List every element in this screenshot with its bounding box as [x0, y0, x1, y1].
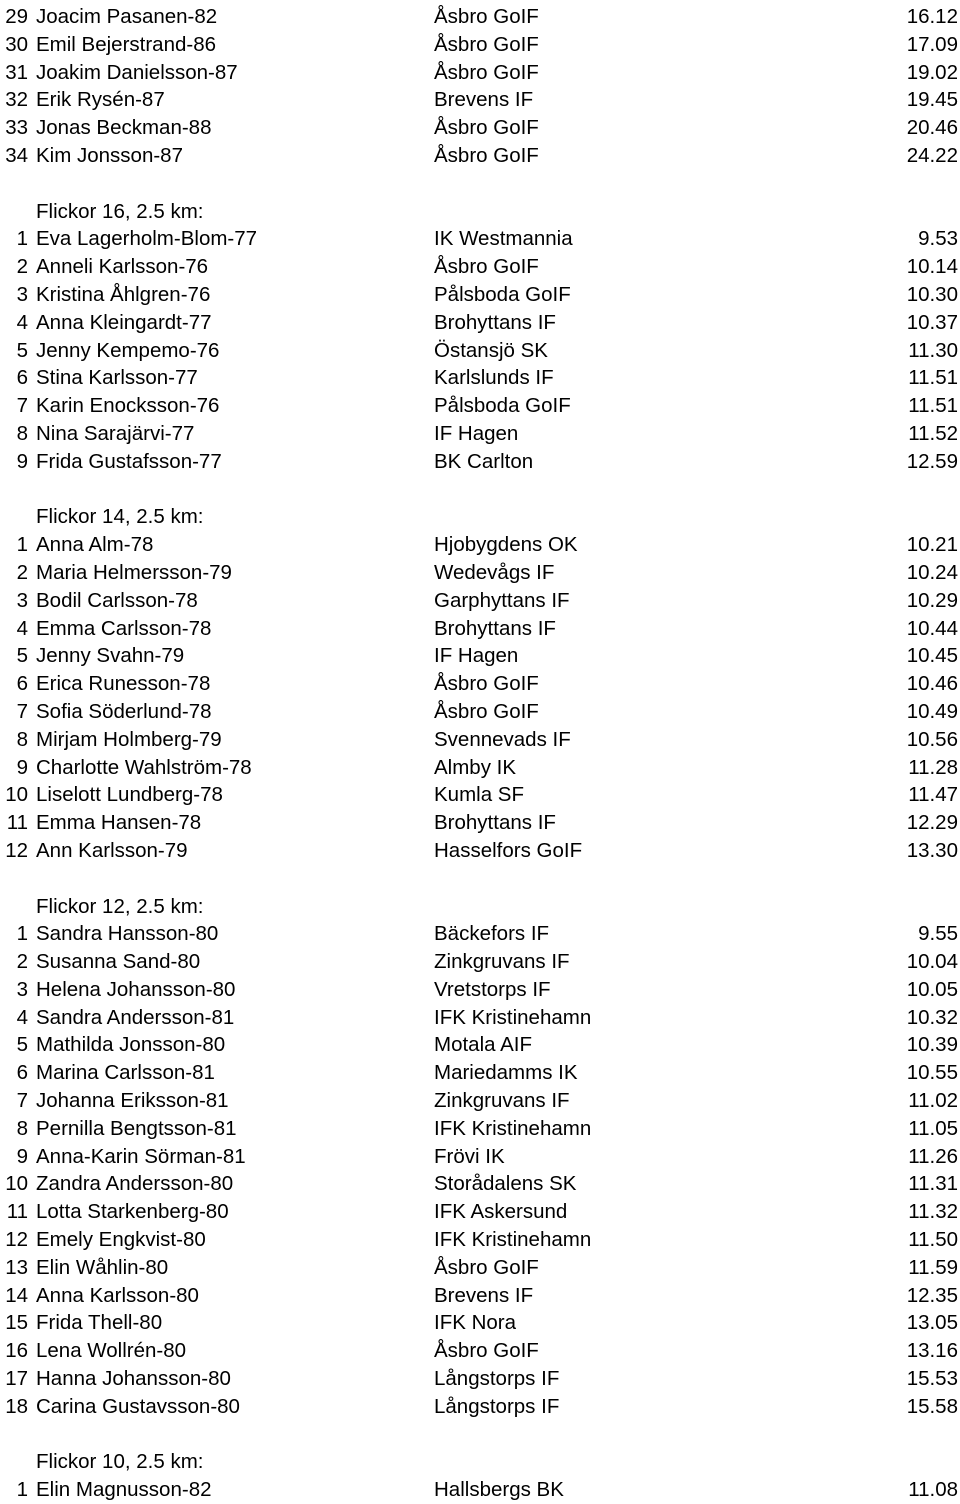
result-row	[0, 281, 960, 309]
result-row	[0, 615, 960, 643]
result-row	[0, 86, 960, 114]
club-name: Brevens IF	[434, 88, 534, 112]
result-row	[0, 448, 960, 476]
finish-time: 11.31	[908, 1172, 958, 1196]
finish-time: 11.32	[908, 1200, 958, 1224]
finish-time: 11.51	[908, 366, 958, 390]
club-name: BK Carlton	[434, 449, 534, 473]
runner-name: Lotta Starkenberg-80	[36, 1200, 229, 1224]
finish-time: 11.28	[908, 755, 958, 779]
result-row	[0, 1337, 960, 1365]
result-row	[0, 1282, 960, 1310]
result-row	[0, 1170, 960, 1198]
runner-name: Hanna Johansson-80	[36, 1367, 231, 1391]
finish-time: 11.26	[908, 1144, 958, 1168]
finish-time: 10.46	[906, 672, 958, 696]
class-heading	[0, 503, 960, 531]
finish-time: 15.53	[906, 1367, 958, 1391]
result-row	[0, 726, 960, 754]
club-name: Åsbro GoIF	[434, 672, 539, 696]
placing: 11	[6, 1200, 28, 1224]
finish-time: 10.49	[906, 699, 958, 723]
club-name: Brohyttans IF	[434, 811, 556, 835]
placing: 14	[5, 1283, 28, 1307]
finish-time: 13.05	[906, 1311, 958, 1335]
runner-name: Zandra Andersson-80	[36, 1172, 234, 1196]
placing: 13	[5, 1255, 28, 1279]
club-name: Åsbro GoIF	[434, 255, 539, 279]
runner-name: Sofia Söderlund-78	[36, 699, 212, 723]
runner-name: Anna Karlsson-80	[36, 1283, 199, 1307]
runner-name: Joakim Danielsson-87	[36, 60, 238, 84]
club-name: Åsbro GoIF	[434, 1255, 539, 1279]
runner-name: Nina Sarajärvi-77	[36, 421, 195, 445]
class-heading-text: Flickor 14, 2.5 km:	[36, 505, 204, 529]
result-row	[0, 337, 960, 365]
placing: 3	[16, 977, 28, 1001]
result-row	[0, 253, 960, 281]
finish-time: 10.30	[906, 282, 958, 306]
result-row	[0, 1365, 960, 1393]
finish-time: 9.55	[918, 922, 958, 946]
runner-name: Emely Engkvist-80	[36, 1228, 206, 1252]
placing: 29	[5, 5, 28, 28]
placing: 33	[5, 116, 28, 140]
club-name: IFK Kristinehamn	[434, 1116, 592, 1140]
runner-name: Anna Kleingardt-77	[36, 310, 212, 334]
result-row	[0, 698, 960, 726]
result-row	[0, 976, 960, 1004]
result-row	[0, 31, 960, 59]
runner-name: Erik Rysén-87	[36, 88, 165, 112]
runner-name: Frida Thell-80	[36, 1311, 163, 1335]
runner-name: Karin Enocksson-76	[36, 394, 220, 418]
result-row	[0, 225, 960, 253]
finish-time: 11.02	[908, 1089, 958, 1113]
club-name: Svennevads IF	[434, 727, 571, 751]
placing: 7	[16, 699, 28, 723]
result-row	[0, 309, 960, 337]
finish-time: 11.51	[908, 394, 958, 418]
runner-name: Marina Carlsson-81	[36, 1061, 215, 1085]
runner-name: Frida Gustafsson-77	[36, 449, 222, 473]
finish-time: 24.22	[906, 143, 958, 167]
placing: 10	[5, 1172, 28, 1196]
runner-name: Stina Karlsson-77	[36, 366, 198, 390]
result-row	[0, 3, 960, 31]
club-name: Åsbro GoIF	[434, 32, 539, 56]
placing: 5	[16, 1033, 28, 1057]
class-heading	[0, 893, 960, 921]
finish-time: 10.04	[906, 950, 958, 974]
finish-time: 10.56	[906, 727, 958, 751]
result-row	[0, 587, 960, 615]
finish-time: 20.46	[906, 116, 958, 140]
runner-name: Helena Johansson-80	[36, 977, 236, 1001]
runner-name: Johanna Eriksson-81	[36, 1089, 229, 1113]
club-name: Storådalens SK	[434, 1172, 577, 1196]
placing: 17	[5, 1367, 28, 1391]
finish-time: 19.45	[906, 88, 958, 112]
result-row	[0, 920, 960, 948]
placing: 15	[5, 1311, 28, 1335]
result-row	[0, 948, 960, 976]
club-name: Zinkgruvans IF	[434, 1089, 570, 1113]
club-name: Vretstorps IF	[434, 977, 551, 1001]
runner-name: Anneli Karlsson-76	[36, 255, 209, 279]
result-row	[0, 364, 960, 392]
placing: 8	[16, 727, 28, 751]
section-spacer	[0, 1421, 960, 1449]
club-name: Karlslunds IF	[434, 366, 554, 390]
finish-time: 10.39	[906, 1033, 958, 1057]
finish-time: 11.52	[908, 421, 958, 445]
result-row	[0, 59, 960, 87]
placing: 11	[6, 811, 28, 835]
club-name: Pålsboda GoIF	[434, 394, 571, 418]
result-row	[0, 1031, 960, 1059]
finish-time: 15.58	[906, 1394, 958, 1418]
placing: 4	[16, 616, 28, 640]
club-name: IF Hagen	[434, 421, 519, 445]
runner-name: Mirjam Holmberg-79	[36, 727, 222, 751]
finish-time: 10.45	[906, 644, 958, 668]
result-row	[0, 809, 960, 837]
result-row	[0, 1115, 960, 1143]
placing: 1	[16, 227, 28, 251]
placing: 10	[5, 783, 28, 807]
finish-time: 10.05	[906, 977, 958, 1001]
result-row	[0, 670, 960, 698]
finish-time: 11.30	[908, 338, 958, 362]
finish-time: 12.29	[906, 811, 958, 835]
club-name: IFK Kristinehamn	[434, 1005, 592, 1029]
runner-name: Emma Carlsson-78	[36, 616, 212, 640]
result-row	[0, 1309, 960, 1337]
runner-name: Emma Hansen-78	[36, 811, 202, 835]
club-name: Långstorps IF	[434, 1367, 560, 1391]
result-row	[0, 142, 960, 170]
runner-name: Jenny Kempemo-76	[36, 338, 220, 362]
result-row	[0, 1254, 960, 1282]
runner-name: Carina Gustavsson-80	[36, 1394, 240, 1418]
result-row	[0, 420, 960, 448]
placing: 4	[16, 310, 28, 334]
club-name: Motala AIF	[434, 1033, 532, 1057]
placing: 7	[16, 1089, 28, 1113]
runner-name: Bodil Carlsson-78	[36, 588, 198, 612]
club-name: Brohyttans IF	[434, 616, 556, 640]
placing: 32	[5, 88, 28, 112]
runner-name: Eva Lagerholm-Blom-77	[36, 227, 258, 251]
runner-name: Ann Karlsson-79	[36, 838, 188, 862]
placing: 1	[16, 1478, 28, 1502]
placing: 9	[16, 1144, 28, 1168]
club-name: Åsbro GoIF	[434, 143, 539, 167]
club-name: Frövi IK	[434, 1144, 505, 1168]
club-name: IF Hagen	[434, 644, 519, 668]
result-row	[0, 1059, 960, 1087]
club-name: Åsbro GoIF	[434, 699, 539, 723]
finish-time: 10.24	[906, 560, 958, 584]
finish-time: 16.12	[906, 5, 958, 28]
placing: 4	[16, 1005, 28, 1029]
runner-name: Kim Jonsson-87	[36, 143, 183, 167]
runner-name: Liselott Lundberg-78	[36, 783, 223, 807]
club-name: Östansjö SK	[434, 338, 548, 362]
runner-name: Sandra Hansson-80	[36, 922, 219, 946]
club-name: IFK Askersund	[434, 1200, 568, 1224]
finish-time: 12.35	[906, 1283, 958, 1307]
class-heading	[0, 1448, 960, 1476]
club-name: Hjobygdens OK	[434, 533, 578, 557]
placing: 3	[16, 588, 28, 612]
result-row	[0, 1087, 960, 1115]
class-heading-text: Flickor 12, 2.5 km:	[36, 894, 204, 918]
finish-time: 9.53	[918, 227, 958, 251]
result-row	[0, 754, 960, 782]
finish-time: 10.37	[906, 310, 958, 334]
placing: 1	[16, 533, 28, 557]
placing: 6	[16, 1061, 28, 1085]
section-spacer	[0, 865, 960, 893]
club-name: IFK Nora	[434, 1311, 517, 1335]
section-spacer	[0, 170, 960, 198]
placing: 12	[5, 1228, 28, 1252]
club-name: Åsbro GoIF	[434, 116, 539, 140]
placing: 2	[16, 950, 28, 974]
club-name: Åsbro GoIF	[434, 1339, 539, 1363]
runner-name: Jonas Beckman-88	[36, 116, 212, 140]
placing: 30	[5, 32, 28, 56]
result-row	[0, 392, 960, 420]
finish-time: 13.16	[906, 1339, 958, 1363]
placing: 34	[5, 143, 28, 167]
club-name: Garphyttans IF	[434, 588, 570, 612]
placing: 18	[5, 1394, 28, 1418]
placing: 2	[16, 560, 28, 584]
club-name: IK Westmannia	[434, 227, 573, 251]
result-row	[0, 1393, 960, 1421]
club-name: Åsbro GoIF	[434, 5, 539, 28]
runner-name: Lena Wollrén-80	[36, 1339, 187, 1363]
section-spacer	[0, 476, 960, 504]
runner-name: Jenny Svahn-79	[36, 644, 185, 668]
placing: 2	[16, 255, 28, 279]
finish-time: 11.59	[908, 1255, 958, 1279]
club-name: Wedevågs IF	[434, 560, 555, 584]
club-name: Hallsbergs BK	[434, 1478, 564, 1502]
finish-time: 10.29	[906, 588, 958, 612]
runner-name: Sandra Andersson-81	[36, 1005, 235, 1029]
placing: 5	[16, 338, 28, 362]
result-row	[0, 1004, 960, 1032]
results-document	[0, 3, 960, 1504]
placing: 16	[5, 1339, 28, 1363]
club-name: Kumla SF	[434, 783, 524, 807]
club-name: Mariedamms IK	[434, 1061, 578, 1085]
placing: 5	[16, 644, 28, 668]
finish-time: 10.14	[906, 255, 958, 279]
result-row	[0, 531, 960, 559]
finish-time: 10.44	[906, 616, 958, 640]
placing: 12	[5, 838, 28, 862]
finish-time: 12.59	[906, 449, 958, 473]
result-row	[0, 1476, 960, 1504]
class-heading	[0, 198, 960, 226]
placing: 9	[16, 449, 28, 473]
club-name: IFK Kristinehamn	[434, 1228, 592, 1252]
placing: 6	[16, 366, 28, 390]
finish-time: 10.32	[906, 1005, 958, 1029]
finish-time: 11.08	[908, 1478, 958, 1502]
result-row	[0, 1143, 960, 1171]
result-row	[0, 837, 960, 865]
runner-name: Kristina Åhlgren-76	[36, 282, 211, 306]
club-name: Hasselfors GoIF	[434, 838, 583, 862]
result-row	[0, 1198, 960, 1226]
placing: 8	[16, 1116, 28, 1140]
runner-name: Elin Magnusson-82	[36, 1478, 212, 1502]
placing: 9	[16, 755, 28, 779]
finish-time: 10.21	[906, 533, 958, 557]
runner-name: Maria Helmersson-79	[36, 560, 232, 584]
club-name: Åsbro GoIF	[434, 60, 539, 84]
placing: 31	[5, 60, 28, 84]
finish-time: 13.30	[906, 838, 958, 862]
club-name: Almby IK	[434, 755, 517, 779]
placing: 1	[16, 922, 28, 946]
placing: 8	[16, 421, 28, 445]
result-row	[0, 642, 960, 670]
runner-name: Elin Wåhlin-80	[36, 1255, 169, 1279]
result-row	[0, 114, 960, 142]
runner-name: Pernilla Bengtsson-81	[36, 1116, 237, 1140]
placing: 7	[16, 394, 28, 418]
club-name: Pålsboda GoIF	[434, 282, 571, 306]
runner-name: Anna-Karin Sörman-81	[36, 1144, 246, 1168]
finish-time: 19.02	[906, 60, 958, 84]
club-name: Långstorps IF	[434, 1394, 560, 1418]
result-row	[0, 781, 960, 809]
class-heading-text: Flickor 10, 2.5 km:	[36, 1450, 204, 1474]
placing: 6	[16, 672, 28, 696]
runner-name: Emil Bejerstrand-86	[36, 32, 217, 56]
club-name: Brevens IF	[434, 1283, 534, 1307]
class-heading-text: Flickor 16, 2.5 km:	[36, 199, 204, 223]
runner-name: Anna Alm-78	[36, 533, 154, 557]
finish-time: 17.09	[906, 32, 958, 56]
finish-time: 10.55	[906, 1061, 958, 1085]
finish-time: 11.05	[908, 1116, 958, 1140]
runner-name: Susanna Sand-80	[36, 950, 201, 974]
finish-time: 11.47	[908, 783, 958, 807]
result-row	[0, 559, 960, 587]
result-row	[0, 1226, 960, 1254]
finish-time: 11.50	[908, 1228, 958, 1252]
runner-name: Erica Runesson-78	[36, 672, 211, 696]
club-name: Zinkgruvans IF	[434, 950, 570, 974]
runner-name: Mathilda Jonsson-80	[36, 1033, 226, 1057]
placing: 3	[16, 282, 28, 306]
runner-name: Charlotte Wahlström-78	[36, 755, 252, 779]
club-name: Brohyttans IF	[434, 310, 556, 334]
runner-name: Joacim Pasanen-82	[36, 5, 218, 28]
club-name: Bäckefors IF	[434, 922, 550, 946]
